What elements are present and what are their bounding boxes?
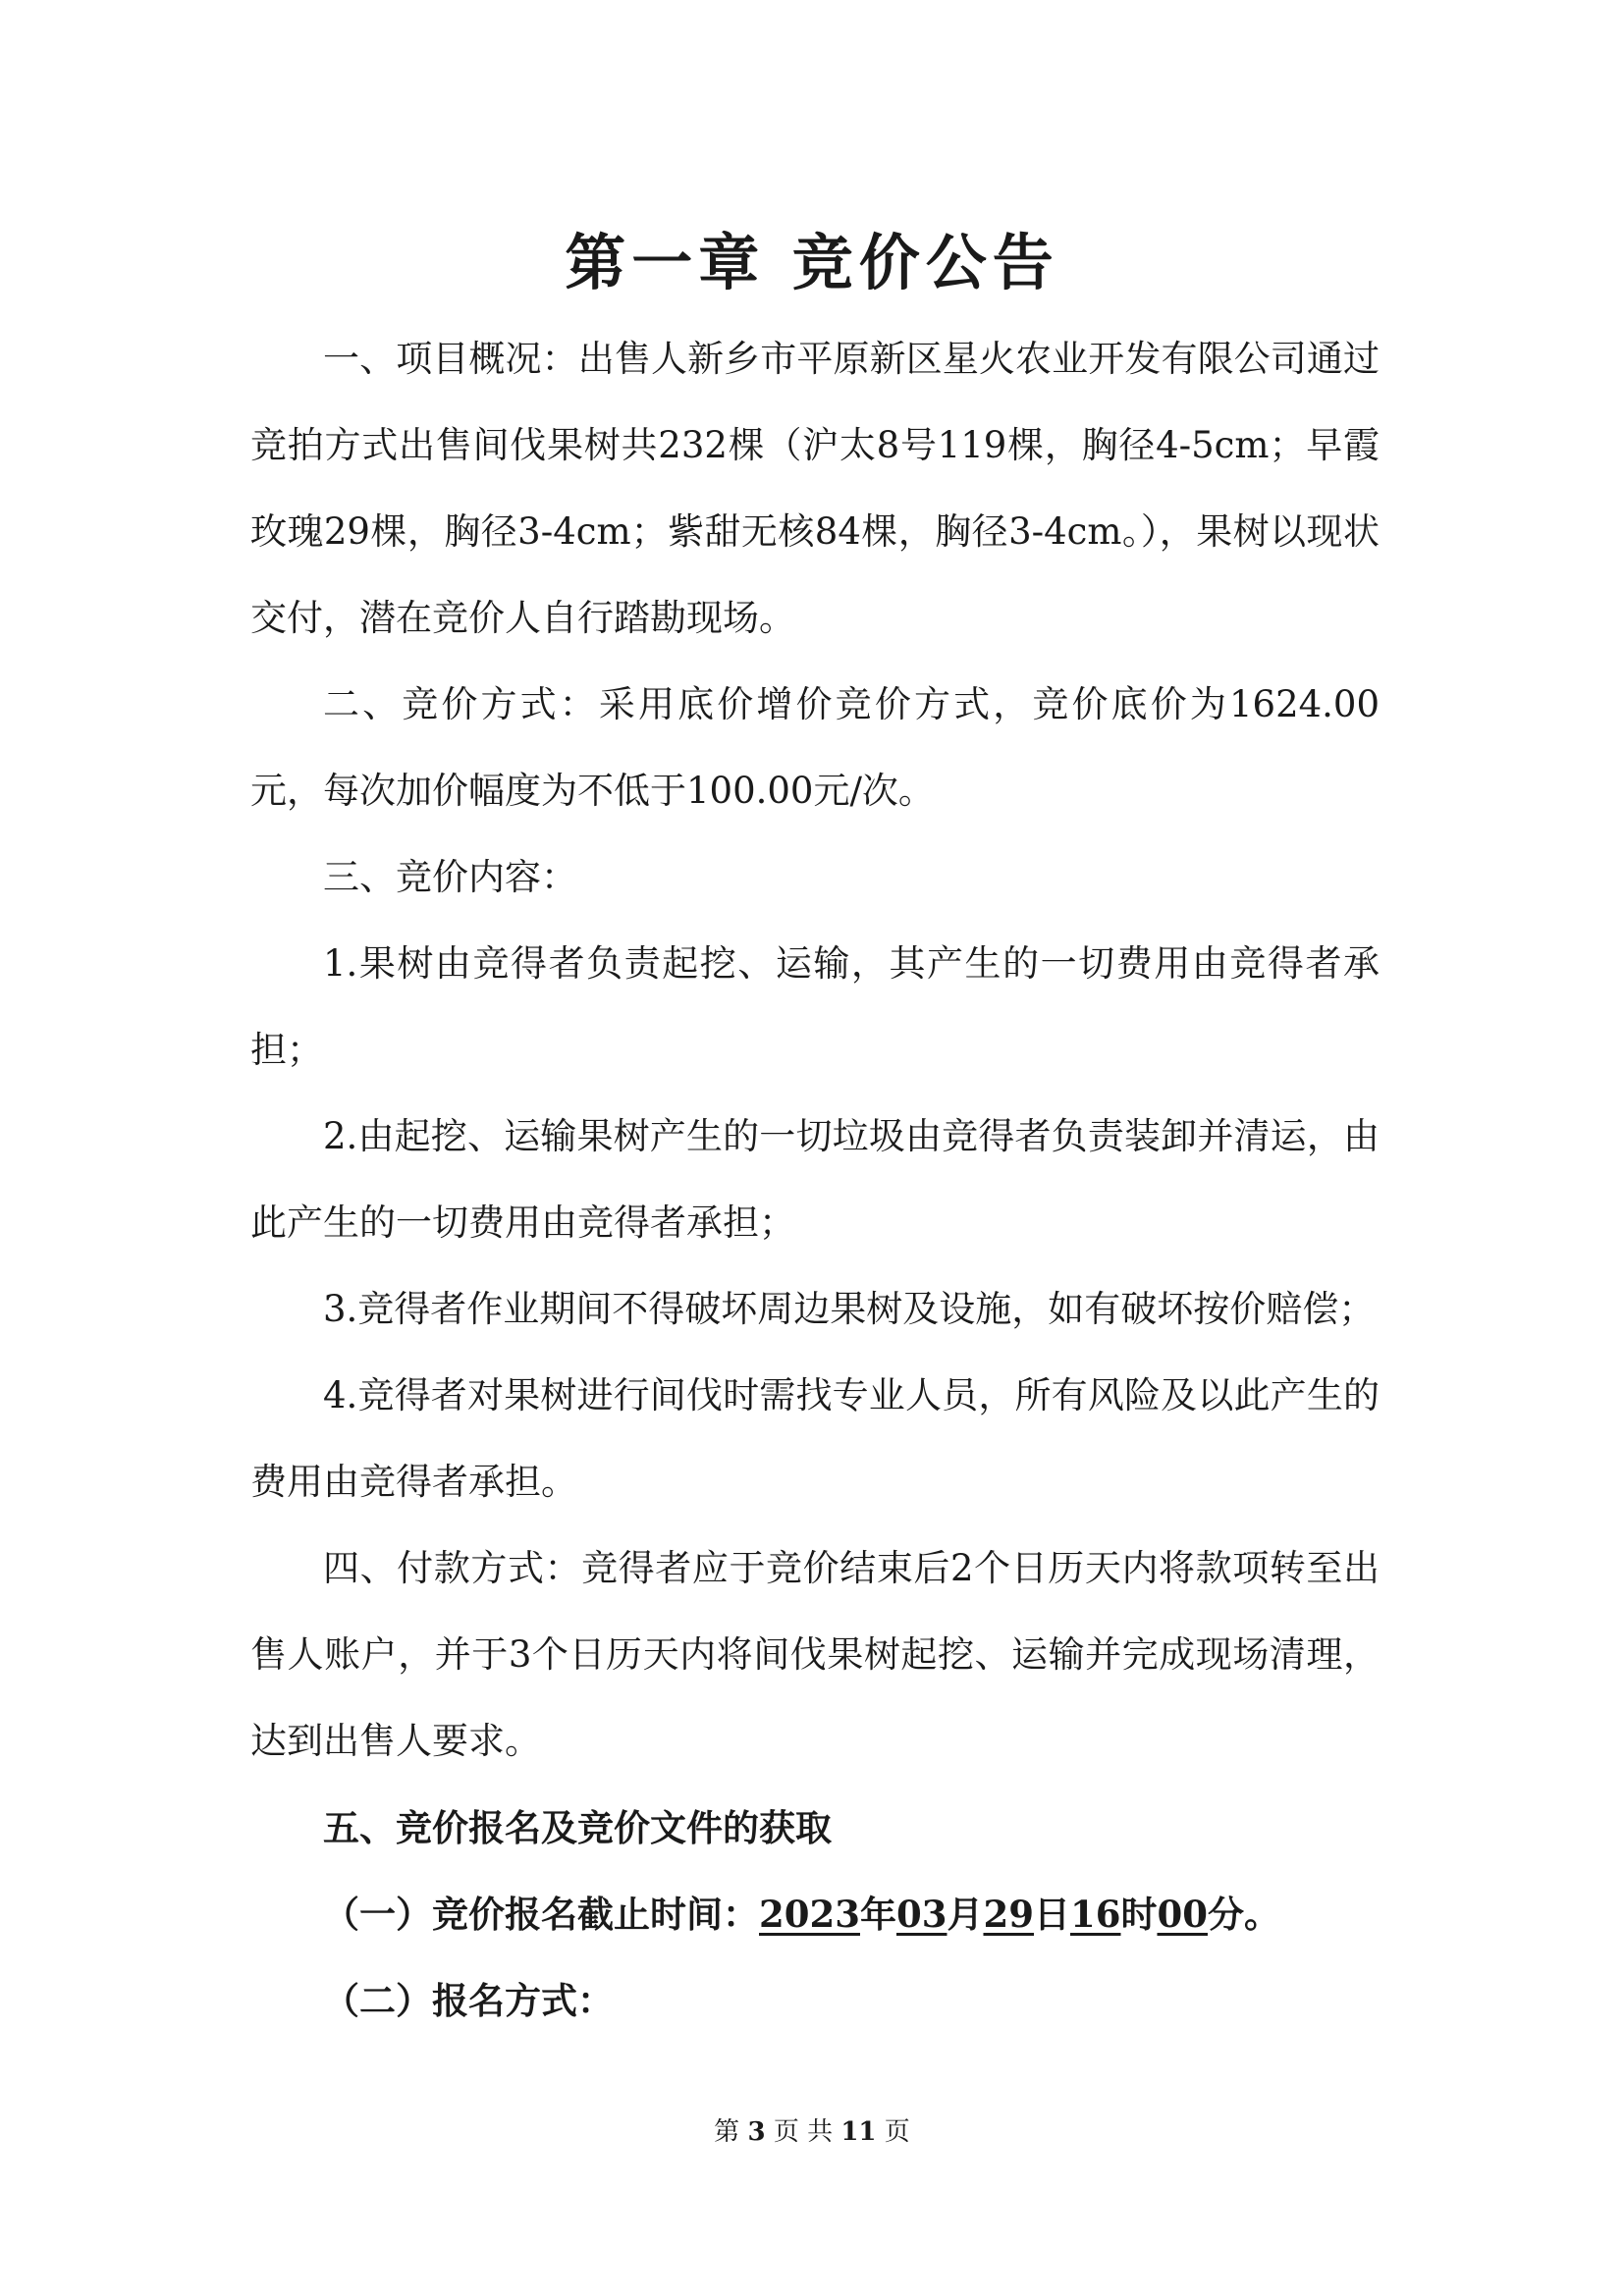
paragraph-project-overview: 一、项目概况：出售人新乡市平原新区星火农业开发有限公司通过竞拍方式出售间伐果树共232棵（沪太8号119棵，胸径4-5cm；早霞玫瑰29棵，胸径3-4cm；紫甜无核84棵，胸径3-4cm。），果树以现状交付，潜在竞价人自行踏勘现场。	[250, 338, 1380, 639]
footer-total-pages: 11	[840, 2117, 877, 2147]
paragraph-bidding-method: 二、竞价方式：采用底价增价竞价方式，竞价底价为1624.00元，每次加价幅度为不低于100.00元/次。	[250, 683, 1380, 812]
paragraph-item-3: 3.竞得者作业期间不得破坏周边果树及设施，如有破坏按价赔偿；	[323, 1288, 1376, 1330]
deadline-hour-unit: 时	[1120, 1893, 1158, 1936]
footer-middle: 页 共	[773, 2117, 834, 2147]
document-body	[250, 316, 1380, 2044]
footer-page-number: 3	[747, 2117, 766, 2147]
deadline-minute: 00	[1157, 1893, 1208, 1936]
chapter-title: 第一章 竞价公告	[565, 227, 1059, 298]
deadline-month-unit: 月	[947, 1893, 984, 1936]
deadline-label: （一）竞价报名截止时间：	[323, 1893, 759, 1936]
section-heading-registration: 五、竞价报名及竞价文件的获取	[323, 1806, 832, 1849]
paragraph-payment-method: 四、付款方式：竞得者应于竞价结束后2个日历天内将款项转至出售人账户，并于3个日历天内将间伐果树起挖、运输并完成现场清理，达到出售人要求。	[250, 1547, 1380, 1762]
paragraph-item-1: 1.果树由竞得者负责起挖、运输，其产生的一切费用由竞得者承担；	[250, 942, 1380, 1071]
deadline-year: 2023	[759, 1893, 860, 1936]
paragraph-bidding-content-heading: 三、竞价内容：	[323, 856, 577, 898]
deadline-month: 03	[895, 1893, 947, 1936]
paragraph-item-4: 4.竞得者对果树进行间伐时需找专业人员，所有风险及以此产生的费用由竞得者承担。	[250, 1374, 1380, 1503]
paragraph-item-2: 2.由起挖、运输果树产生的一切垃圾由竞得者负责装卸并清运，由此产生的一切费用由竞得者承担；	[250, 1115, 1380, 1244]
deadline-minute-unit: 分。	[1207, 1893, 1280, 1936]
deadline-day-unit: 日	[1033, 1893, 1070, 1936]
deadline-hour: 16	[1069, 1893, 1121, 1936]
page-footer	[0, 2112, 1624, 2152]
paragraph-registration-deadline	[250, 1871, 1380, 1957]
deadline-day: 29	[983, 1893, 1034, 1936]
footer-suffix: 页	[884, 2117, 910, 2147]
footer-prefix: 第	[714, 2117, 740, 2147]
deadline-year-unit: 年	[859, 1893, 896, 1936]
paragraph-registration-method: （二）报名方式：	[323, 1979, 614, 2022]
